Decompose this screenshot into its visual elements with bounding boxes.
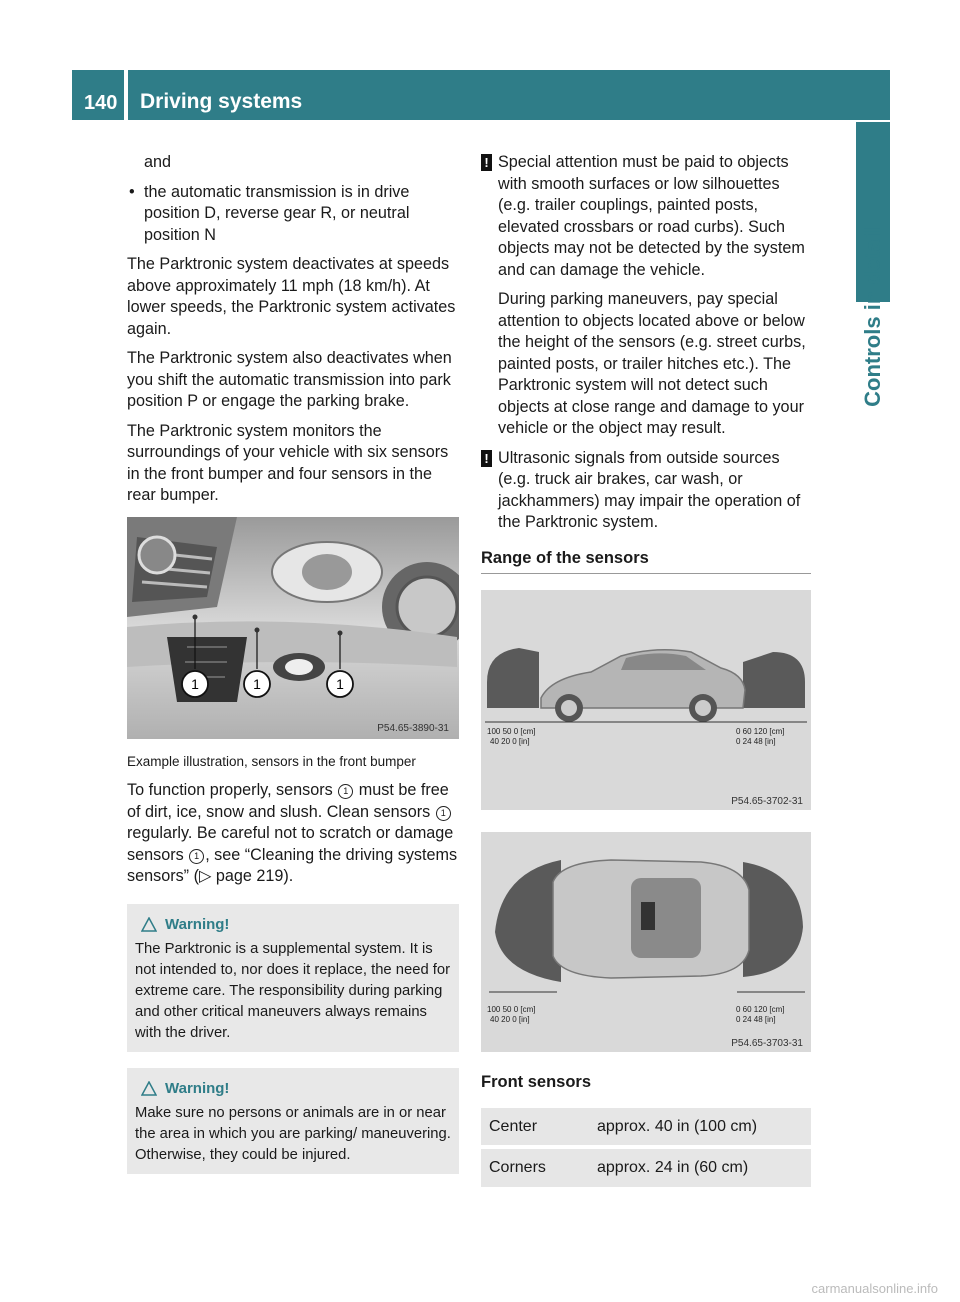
sensor-callout-icon: 1 xyxy=(338,784,353,799)
scale-right-in: 0 24 48 [in] xyxy=(736,737,776,746)
table-row xyxy=(481,1149,811,1187)
paragraph-speed: The Parktronic system deactivates at speeds above approximately 11 mph (18 km/h). At lower speeds, the Parktronic system activates again. xyxy=(127,255,456,338)
paragraph-cleaning xyxy=(127,780,459,888)
note-item xyxy=(481,448,811,534)
bullet-item xyxy=(127,182,459,247)
paragraph-monitor: The Parktronic system monitors the surroundings of your vehicle with six sensors in the front bumper and four sensors in the rear bumper. xyxy=(127,421,449,504)
callout-1c: 1 xyxy=(336,675,344,692)
attention-icon: ! xyxy=(481,154,492,171)
table-cell-value: approx. 40 in (100 cm) xyxy=(589,1108,811,1146)
sensor-callout-icon: 1 xyxy=(189,849,204,864)
scale-left-cm: 100 50 0 [cm] xyxy=(487,1005,536,1014)
section-heading: Range of the sensors xyxy=(481,548,811,575)
scale-right-cm: 0 60 120 [cm] xyxy=(736,1005,785,1014)
top-view-svg xyxy=(481,832,811,1052)
note-item xyxy=(481,152,811,440)
text-and: and xyxy=(144,153,172,171)
bumper-illustration-svg xyxy=(127,517,459,739)
scale-left-cm: 100 50 0 [cm] xyxy=(487,727,536,736)
paragraph-park: The Parktronic system also deactivates when you shift the automatic transmission into park position P or engage the parking brake. xyxy=(127,349,452,410)
figure-code: P54.65-3702-31 xyxy=(731,796,803,807)
scale-left-in: 40 20 0 [in] xyxy=(490,1015,530,1024)
scale-right-in: 0 24 48 [in] xyxy=(736,1015,776,1024)
warning-box xyxy=(127,904,459,1052)
bullet-dot: • xyxy=(129,182,135,201)
section-label: Controls in detail xyxy=(860,227,885,407)
figure-code: P54.65-3890-31 xyxy=(377,722,449,734)
warning-heading xyxy=(135,914,453,935)
sensor-callout-icon: 1 xyxy=(436,806,451,821)
warning-text: The Parktronic is a supplemental system. It is not intended to, nor does it replace, the need for extreme care. The responsibility during parking and other critical maneuvers always remains with the driver. xyxy=(135,940,451,1041)
cleaning-text-d: , see “Cleaning the driving systems sensors” (▷ page 219). xyxy=(127,845,458,885)
footer-watermark: carmanualsonline.info xyxy=(811,1281,938,1296)
callout-1b: 1 xyxy=(253,675,261,692)
callout-1a: 1 xyxy=(191,675,199,692)
note-text: Ultrasonic signals from outside sources (e.g. truck air brakes, car wash, or jackhammers) may impair the operation of the Parktronic system. xyxy=(498,448,801,531)
attention-icon: ! xyxy=(481,450,492,467)
sensor-range-top-view xyxy=(481,832,811,1052)
table-cell-label: Center xyxy=(481,1108,589,1146)
warning-heading xyxy=(135,1078,453,1099)
left-column xyxy=(127,152,459,1188)
page-number: 140 xyxy=(84,92,118,114)
page-number-box xyxy=(72,70,124,120)
scale-left-in: 40 20 0 [in] xyxy=(490,737,530,746)
figure-caption: Example illustration, sensors in the front bumper xyxy=(127,753,416,769)
table-cell-label: Corners xyxy=(481,1149,589,1187)
page-title: Driving systems xyxy=(140,90,303,113)
cleaning-text-b: must be free of dirt, ice, snow and slush. Clean sensors xyxy=(127,781,449,821)
warning-triangle-icon xyxy=(141,917,157,932)
header-bar xyxy=(128,70,890,120)
scale-right-cm: 0 60 120 [cm] xyxy=(736,727,785,736)
right-column xyxy=(481,152,811,1191)
warning-text: Make sure no persons or animals are in or near the area in which you are parking/ maneuvering. Otherwise, they could be injured. xyxy=(135,1104,451,1163)
warning-title: Warning! xyxy=(165,915,230,933)
front-sensors-heading: Front sensors xyxy=(481,1073,592,1091)
sensor-range-side-view xyxy=(481,590,811,810)
bullet-text: the automatic transmission is in drive position D, reverse gear R, or neutral position N xyxy=(144,182,410,244)
warning-title: Warning! xyxy=(165,1079,230,1097)
bumper-sensor-illustration xyxy=(127,517,459,739)
cleaning-text-c: regularly. Be careful not to scratch or damage sensors xyxy=(127,824,454,864)
note-text: During parking maneuvers, pay special attention to objects located above or below the height of the sensors (e.g. street curbs, painted posts, or trailer hitches etc.). The Parktronic system will not detect such objects at close range and damage to your vehicle or the object may result. xyxy=(498,290,806,437)
warning-box xyxy=(127,1068,459,1174)
warning-triangle-icon xyxy=(141,1081,157,1096)
front-sensors-table xyxy=(481,1104,811,1191)
figure-code: P54.65-3703-31 xyxy=(731,1038,803,1049)
cleaning-text-a: To function properly, sensors xyxy=(127,781,333,799)
side-view-svg xyxy=(481,590,811,810)
table-cell-value: approx. 24 in (60 cm) xyxy=(589,1149,811,1187)
note-text: Special attention must be paid to objects with smooth surfaces or low silhouettes (e.g. trailer couplings, painted posts, elevated crossbars or road curbs). Such objects may not be detected by the system and can damage the vehicle. xyxy=(498,153,805,279)
table-row xyxy=(481,1108,811,1146)
